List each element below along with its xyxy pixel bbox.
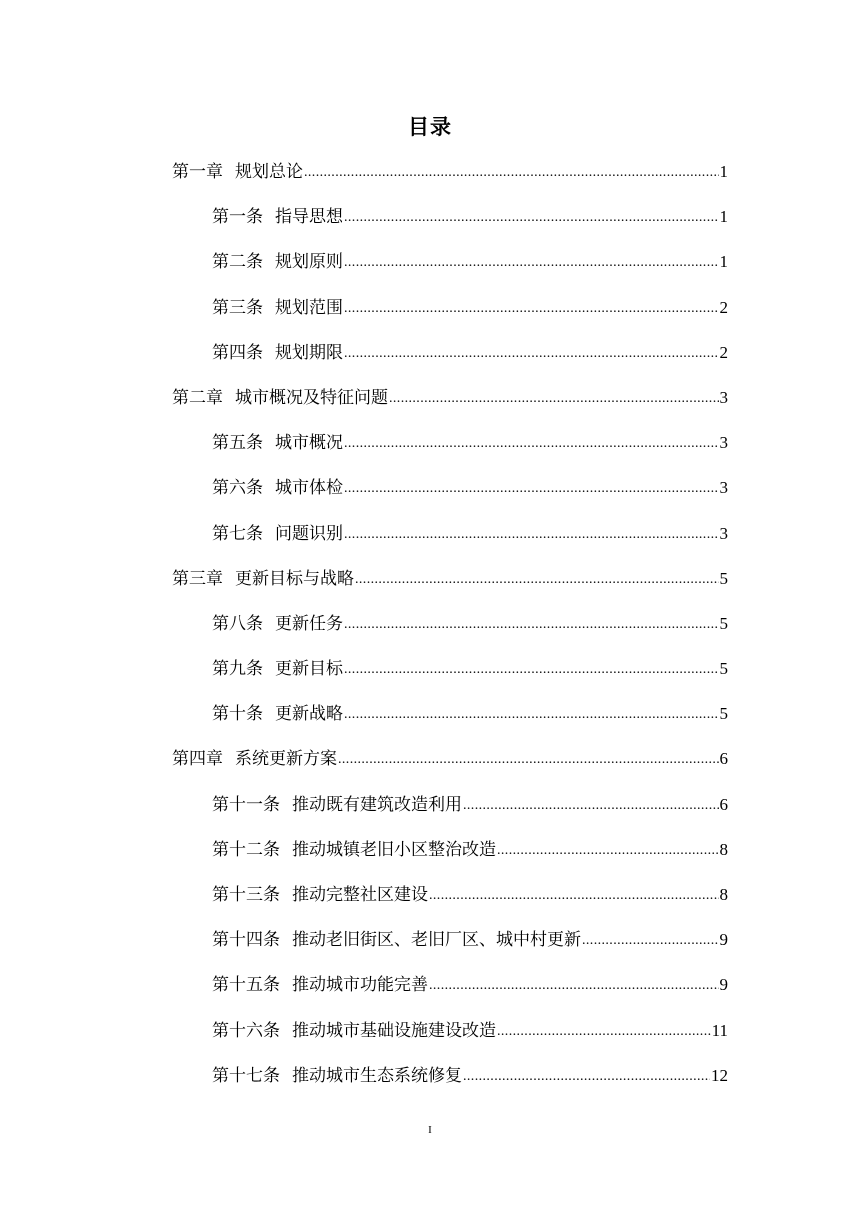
toc-entry-page: 2 (719, 297, 728, 317)
toc-entry-page: 11 (711, 1020, 728, 1040)
dot-leader (304, 160, 719, 186)
toc-entry-text: 更新目标 (275, 659, 343, 680)
dot-leader (344, 205, 719, 231)
toc-article-entry[interactable] (0, 882, 728, 927)
toc-entry-text: 城市概况及特征问题 (235, 387, 388, 408)
toc-entry-number: 第二章 (172, 387, 223, 408)
toc-entry-page: 2 (719, 342, 728, 362)
toc-entry-label (212, 475, 343, 501)
toc-entry-page: 1 (719, 252, 728, 272)
toc-entry-page: 3 (719, 387, 728, 407)
toc-entry-number: 第七条 (212, 523, 263, 544)
toc-entry-text: 推动城市功能完善 (292, 975, 428, 996)
dot-leader (344, 341, 719, 367)
table-of-contents (0, 159, 860, 1108)
toc-article-entry[interactable] (0, 927, 728, 972)
toc-entry-page: 8 (719, 885, 728, 904)
toc-entry-number: 第二条 (212, 252, 263, 273)
toc-entry-label (212, 656, 343, 682)
toc-entry-page: 5 (719, 659, 728, 679)
toc-entry-page: 3 (719, 478, 728, 498)
toc-entry-label (212, 701, 343, 727)
dot-leader (344, 522, 719, 548)
toc-entry-text: 更新任务 (275, 613, 343, 634)
toc-article-entry[interactable] (0, 792, 728, 837)
toc-entry-text: 指导思想 (275, 207, 343, 228)
toc-entry-number: 第十四条 (212, 930, 280, 951)
dot-leader (344, 296, 719, 322)
toc-entry-text: 城市概况 (275, 433, 343, 454)
dot-leader (344, 702, 719, 728)
dot-leader (344, 250, 719, 276)
toc-article-entry[interactable] (0, 204, 728, 249)
toc-entry-label (212, 249, 343, 275)
toc-entry-number: 第一章 (172, 162, 223, 182)
toc-entry-label (212, 927, 581, 953)
toc-entry-number: 第三章 (172, 568, 223, 589)
toc-entry-label (212, 882, 428, 908)
toc-entry-text: 更新目标与战略 (235, 568, 354, 589)
toc-entry-number: 第十七条 (212, 1065, 280, 1086)
toc-entry-page: 6 (719, 749, 728, 769)
toc-title: 目录 (408, 115, 452, 139)
toc-entry-text: 规划原则 (275, 252, 343, 273)
toc-entry-text: 规划期限 (275, 342, 343, 363)
toc-entry-number: 第四条 (212, 342, 263, 363)
toc-article-entry[interactable] (0, 475, 728, 520)
toc-article-entry[interactable] (0, 837, 728, 882)
toc-entry-label (212, 295, 343, 321)
dot-leader (429, 883, 719, 909)
toc-entry-page: 3 (719, 523, 728, 543)
toc-entry-number: 第四章 (172, 749, 223, 770)
toc-entry-text: 规划总论 (235, 162, 303, 182)
toc-entry-page: 5 (719, 568, 728, 588)
toc-entry-text: 问题识别 (275, 523, 343, 544)
toc-article-entry[interactable] (0, 1063, 728, 1108)
toc-article-entry[interactable] (0, 430, 728, 475)
toc-article-entry[interactable] (0, 1018, 728, 1063)
toc-entry-text: 推动城镇老旧小区整治改造 (292, 839, 496, 860)
toc-article-entry[interactable] (0, 521, 728, 566)
toc-entry-text: 推动完整社区建设 (292, 885, 428, 905)
page-number: I (428, 1124, 432, 1136)
toc-chapter-entry[interactable] (0, 746, 728, 791)
toc-entry-label (212, 972, 428, 998)
dot-leader (463, 793, 719, 819)
toc-article-entry[interactable] (0, 611, 728, 656)
toc-entry-page: 9 (719, 930, 728, 950)
dot-leader (338, 747, 719, 773)
dot-leader (497, 838, 719, 864)
toc-entry-text: 推动老旧街区、老旧厂区、城中村更新 (292, 930, 581, 951)
toc-entry-number: 第十五条 (212, 975, 280, 996)
toc-entry-number: 第十六条 (212, 1020, 280, 1041)
toc-entry-label (172, 159, 303, 185)
dot-leader (463, 1064, 710, 1090)
toc-chapter-entry[interactable] (0, 385, 728, 430)
toc-entry-number: 第十条 (212, 704, 263, 725)
toc-entry-label (212, 611, 343, 637)
toc-entry-text: 规划范围 (275, 297, 343, 318)
toc-article-entry[interactable] (0, 295, 728, 340)
toc-entry-number: 第一条 (212, 207, 263, 228)
toc-entry-text: 城市体检 (275, 478, 343, 499)
toc-entry-label (212, 792, 462, 818)
toc-article-entry[interactable] (0, 972, 728, 1017)
dot-leader (344, 657, 719, 683)
toc-entry-page: 9 (719, 975, 728, 995)
toc-entry-number: 第八条 (212, 613, 263, 634)
toc-entry-page: 8 (719, 839, 728, 859)
toc-entry-number: 第十二条 (212, 839, 280, 860)
dot-leader (389, 386, 719, 412)
toc-entry-label (172, 566, 354, 592)
toc-entry-text: 系统更新方案 (235, 749, 337, 770)
dot-leader (497, 1019, 711, 1045)
toc-entry-number: 第九条 (212, 659, 263, 680)
toc-entry-label (172, 385, 388, 411)
dot-leader (429, 973, 719, 999)
toc-article-entry[interactable] (0, 701, 728, 746)
toc-entry-label (212, 1018, 496, 1044)
dot-leader (355, 567, 719, 593)
toc-entry-text: 推动既有建筑改造利用 (292, 794, 462, 815)
dot-leader (344, 612, 719, 638)
toc-article-entry[interactable] (0, 656, 728, 701)
toc-entry-text: 推动城市基础设施建设改造 (292, 1020, 496, 1041)
toc-entry-page: 5 (719, 613, 728, 633)
dot-leader (344, 476, 719, 502)
toc-entry-page: 1 (719, 162, 728, 181)
dot-leader (344, 431, 719, 457)
toc-entry-page: 1 (719, 207, 728, 227)
toc-entry-label (212, 430, 343, 456)
toc-entry-number: 第十三条 (212, 885, 280, 905)
toc-entry-page: 6 (719, 794, 728, 814)
toc-entry-page: 5 (719, 704, 728, 724)
toc-article-entry[interactable] (0, 249, 728, 294)
toc-chapter-entry[interactable] (0, 159, 728, 204)
toc-entry-label (212, 340, 343, 366)
toc-entry-label (212, 837, 496, 863)
dot-leader (582, 928, 719, 954)
toc-entry-page: 3 (719, 433, 728, 453)
toc-entry-label (172, 746, 337, 772)
toc-entry-label (212, 1063, 462, 1089)
toc-entry-page: 12 (711, 1065, 728, 1085)
toc-entry-number: 第五条 (212, 433, 263, 454)
toc-entry-text: 更新战略 (275, 704, 343, 725)
toc-article-entry[interactable] (0, 340, 728, 385)
toc-entry-number: 第十一条 (212, 794, 280, 815)
toc-entry-label (212, 204, 343, 230)
toc-chapter-entry[interactable] (0, 566, 728, 611)
toc-entry-text: 推动城市生态系统修复 (292, 1065, 462, 1086)
toc-entry-label (212, 521, 343, 547)
toc-entry-number: 第六条 (212, 478, 263, 499)
toc-entry-number: 第三条 (212, 297, 263, 318)
